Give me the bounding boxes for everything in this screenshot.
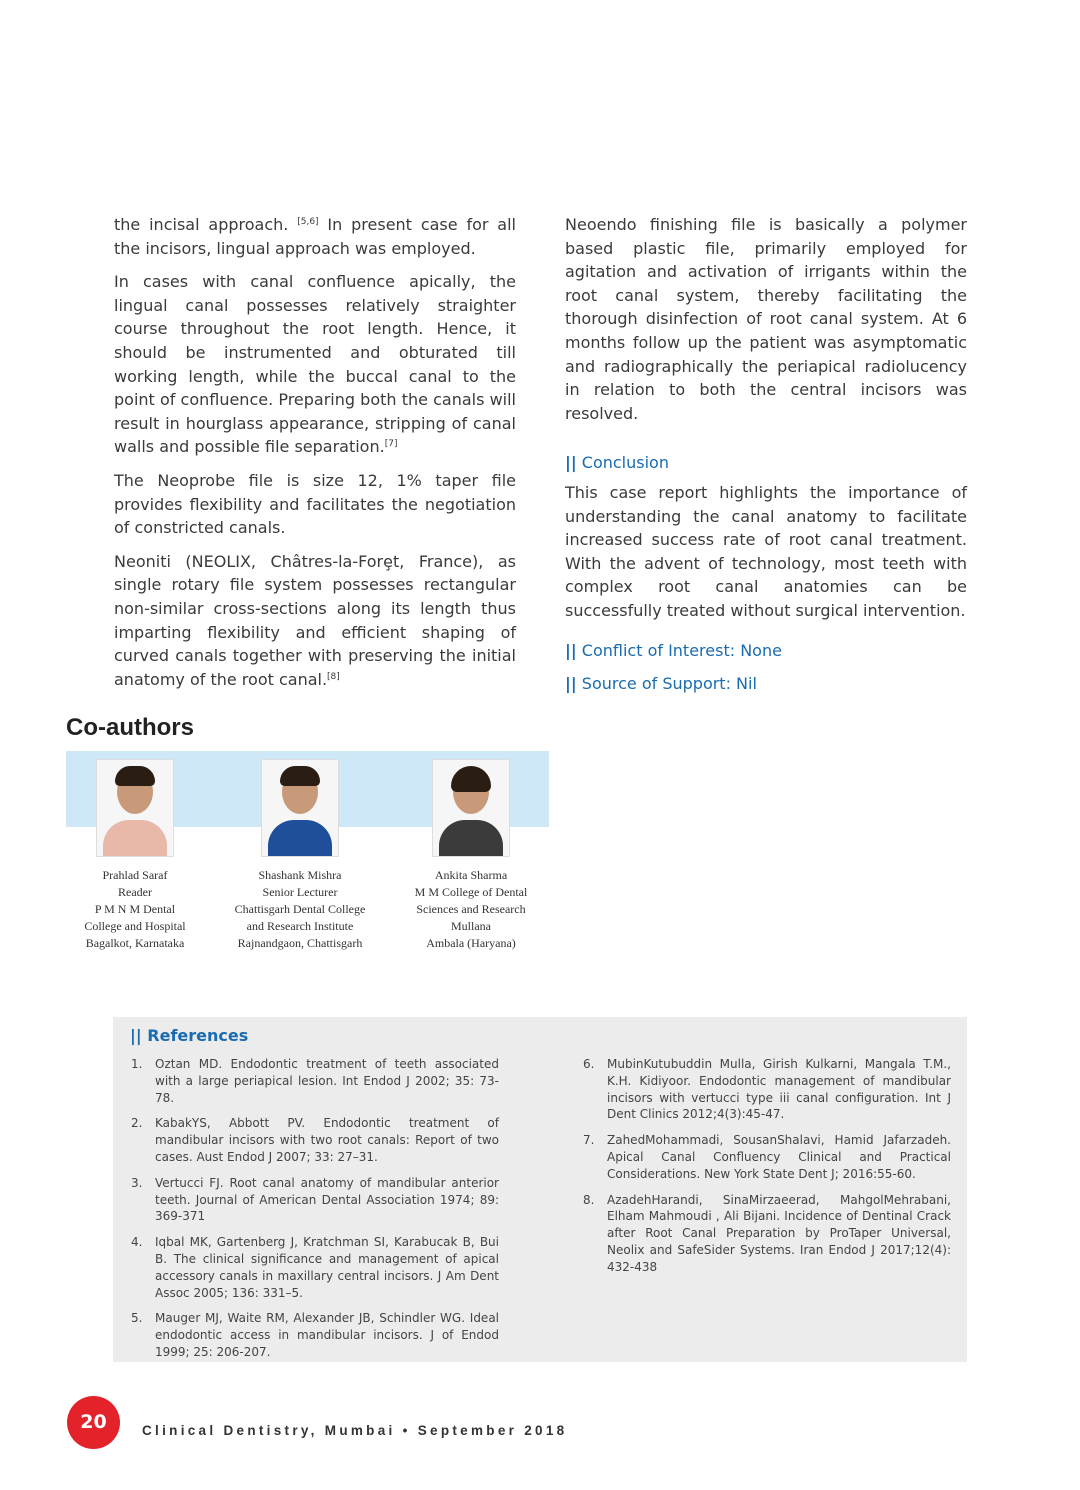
paragraph: In cases with canal confluence apically, the lingual canal possesses relatively straighter course throughout the root length. Hence, it should be instrumented and obturated till working length, while the buccal canal to the point of confluence. Preparing both the canals will result in hourglass appearance, stripping of canal walls and possible file separation.[7] [114, 272, 516, 457]
coauthor-card [376, 759, 566, 952]
reference-item: 2. KabakYS, Abbott PV. Endodontic treatment of mandibular incisors with two root canals: Report of two cases. Aust Endod J 2007; 33: 27–31. [131, 1116, 499, 1164]
reference-item: 8. AzadehHarandi, SinaMirzaeerad, MahgolMehrabani, Elham Mahmoudi , Ali Bijani. Incidence of Dentinal Crack after Root Canal Preparation by ProTaper Universal, Neolix and SafeSider Systems. Iran Endod J 2017;12(4): 432-438 [583, 1192, 951, 1274]
coauthor-card [205, 759, 395, 952]
references-right-list [581, 1056, 951, 1285]
conflict-heading: || Conflict of Interest: None [565, 640, 782, 660]
author-name: Shashank Mishra [258, 868, 342, 882]
paragraph: The Neoprobe file is size 12, 1% taper file provides flexibility and facilitates the negotiation of constricted canals. [114, 470, 516, 538]
author-photo [96, 759, 174, 857]
citation: [7] [384, 439, 398, 450]
reference-item: 3. Vertucci FJ. Root canal anatomy of mandibular anterior teeth. Journal of American Dental Association 1974; 89: 369-371 [131, 1175, 499, 1224]
references-title: || References [130, 1026, 249, 1045]
body-left-column [114, 213, 516, 701]
author-details: Ankita Sharma M M College of Dental Sciences and Research Mullana Ambala (Haryana) [376, 867, 566, 952]
author-details: Prahlad Saraf Reader P M N M Dental College and Hospital Bagalkot, Karnataka [40, 867, 230, 952]
paragraph: Neoendo finishing file is basically a polymer based plastic file, primarily employed for agitation and activation of irrigants within the root canal system, thereby facilitating the thorough disinfection of root canal system. At 6 months follow up the patient was asymptomatic and radiographically the periapical radiolucency in relation to both the central incisors was resolved. [565, 215, 967, 423]
author-details: Shashank Mishra Senior Lecturer Chattisgarh Dental College and Research Institute Rajnandgaon, Chattisgarh [205, 867, 395, 952]
reference-item: 5. Mauger MJ, Waite RM, Alexander JB, Schindler WG. Ideal endodontic access in mandibular incisors. J of Endod 1999; 25: 206-207. [131, 1311, 499, 1359]
coauthors-title: Co-authors [66, 714, 194, 741]
journal-footer: Clinical Dentistry, Mumbai • September 2018 [142, 1423, 568, 1438]
page-number-badge: 20 [67, 1396, 120, 1449]
reference-item: 1. Oztan MD. Endodontic treatment of teeth associated with a large periapical lesion. Int Endod J 2002; 35: 73-78. [131, 1057, 499, 1105]
support-heading: || Source of Support: Nil [565, 674, 757, 694]
conclusion-heading: || Conclusion [565, 453, 669, 473]
reference-item: 4. Iqbal MK, Gartenberg J, Kratchman SI, Karabucak B, Bui B. The clinical significance and management of apical accessory canals in maxillary central incisors. J Am Dent Assoc 2005; 136: 331–5. [131, 1235, 499, 1300]
paragraph: the incisal approach. [5,6] In present case for all the incisors, lingual approach was employed. [114, 215, 517, 258]
author-name: Prahlad Saraf [102, 868, 168, 882]
author-name: Ankita Sharma [434, 868, 508, 882]
paragraph: Neoniti (NEOLIX, Châtres-la-Forȩt, France), as single rotary file system possesses rectangular non-similar cross-sections along its length thus imparting flexibility and efficient shaping of curved canals together with preserving the initial anatomy of the root canal.[8] [114, 551, 516, 689]
author-photo [261, 759, 339, 857]
references-box [113, 1017, 967, 1362]
conclusion-text: This case report highlights the importance of understanding the canal anatomy to facilitate increased success rate of root canal treatment. With the advent of technology, most teeth with complex root canal anatomies can be successfully treated without surgical intervention. [565, 482, 967, 620]
citation: [8] [327, 671, 340, 682]
coauthor-card [40, 759, 230, 952]
author-photo [432, 759, 510, 857]
body-right-column [565, 213, 967, 696]
heading-bars: || [565, 453, 577, 473]
citation: [5,6] [297, 217, 319, 227]
references-left-list [129, 1056, 499, 1370]
reference-item: 7. ZahedMohammadi, SousanShalavi, Hamid Jafarzadeh. Apical Canal Confluency Clinical and Practical Considerations. New York State Dent J; 2016:55-60. [583, 1133, 951, 1181]
reference-item: 6. MubinKutubuddin Mulla, Girish Kulkarni, Mangala T.M., K.H. Kidiyoor. Endodontic management of mandibular incisors with vertucci type iii canal configuration. Int J Dent Clinics 2012;4(3):45-47. [583, 1057, 951, 1122]
